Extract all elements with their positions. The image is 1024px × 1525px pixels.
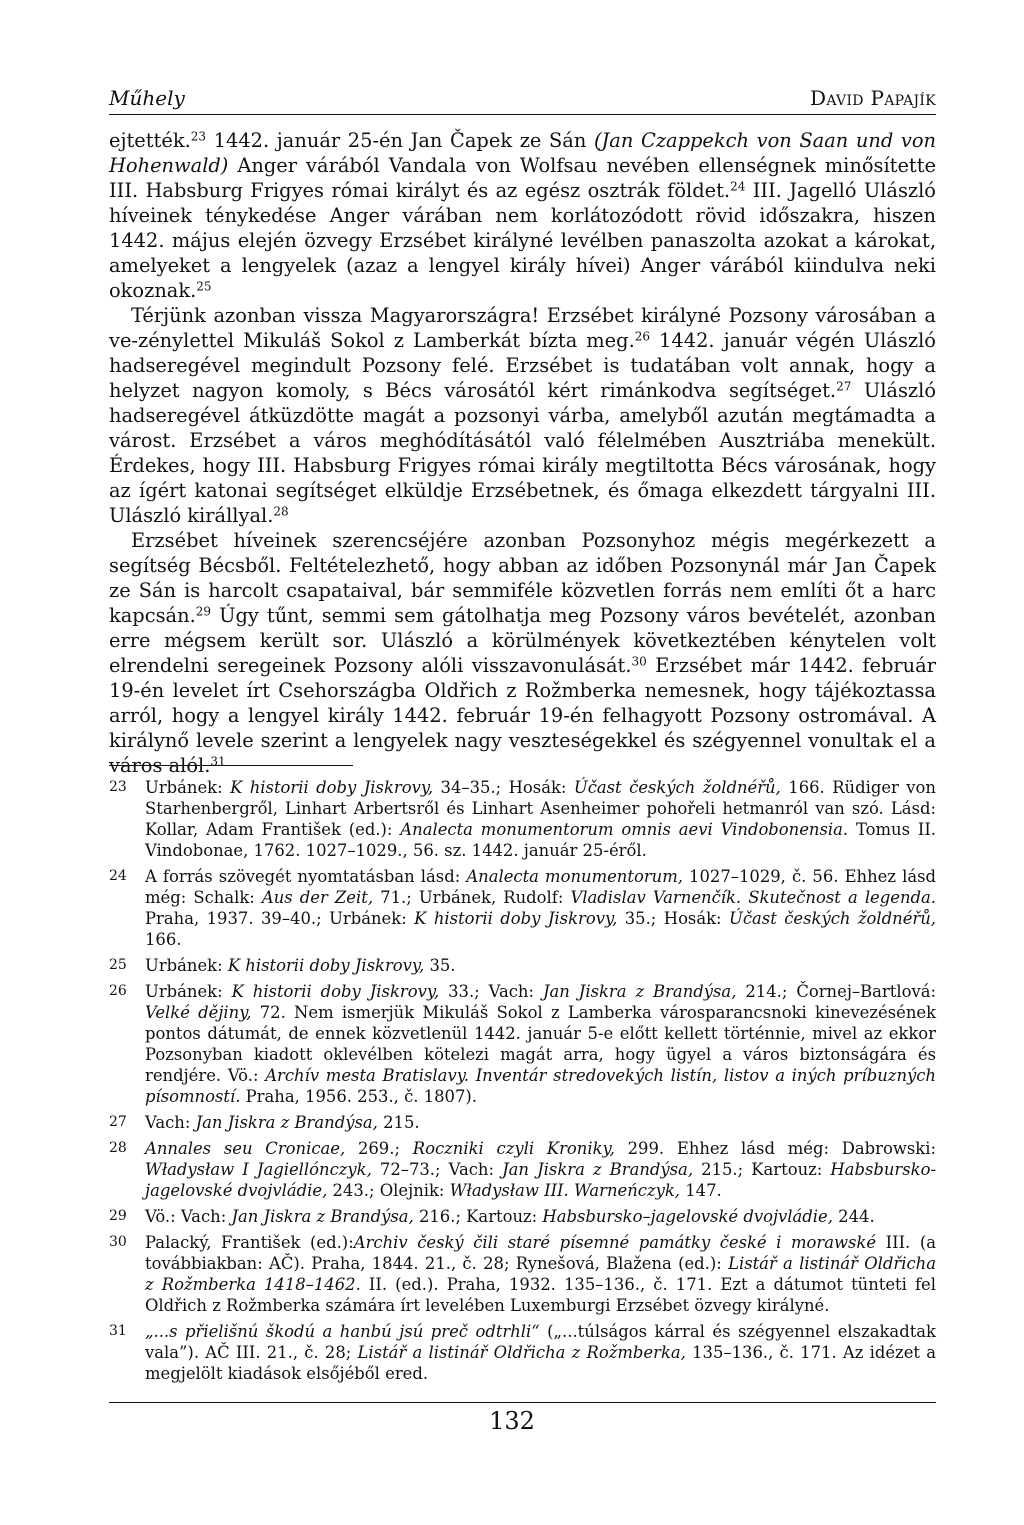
body-text [109, 128, 936, 778]
page-bottom-rule [109, 1402, 936, 1403]
footnotes [109, 777, 936, 1389]
italic-run: „...s přielišnú škodú a hanbú jsú preč odtrhli“ [145, 1322, 540, 1341]
footnote [109, 1321, 936, 1384]
italic-run: Habsbursko–jagelovské dvojvládie, [542, 1207, 833, 1226]
italic-run: K historii doby Jiskrovy, [230, 778, 434, 797]
italic-run: Annales seu Cronicae, [145, 1139, 346, 1158]
footnote-ref: 26 [634, 329, 651, 344]
footnote-ref: 23 [190, 129, 207, 144]
italic-run: Analecta monumentorum omnis aevi Vindobonensia. [400, 820, 849, 839]
footnote-number: 23 [109, 779, 127, 795]
italic-run: Jan Jiskra z Brandýsa, [542, 982, 737, 1001]
footnote-ref: 24 [730, 179, 746, 194]
footnote-text: Annales seu Cronicae, 269.; Roczniki czyli Kroniky, 299. Ehhez lásd még: Dabrowski: Władysław I Jagiellónczyk, 72–73.; Vach: Jan Jiskra z Brandýsa, 215.; Kartouz: Habsbursko-jagelovské dvojvládie, 243.; Olejnik: Władysław III. Warneńczyk, 147. [145, 1139, 936, 1200]
footnote-number: 27 [109, 1114, 127, 1130]
footnote-number: 30 [109, 1234, 127, 1250]
italic-run: K historii doby Jiskrovy, [414, 909, 618, 928]
italic-run: Vladislav Varnenčík. Skutečnost a legenda. [570, 888, 936, 907]
italic-run: (Jan Czappekch von Saan und von Hohenwald) [109, 129, 936, 177]
footnote [109, 955, 936, 976]
footnote-number: 31 [109, 1323, 127, 1339]
italic-run: Aus der Zeit, [261, 888, 374, 907]
footnote [109, 866, 936, 950]
italic-run: Jan Jiskra z Brandýsa, [502, 1160, 694, 1179]
italic-run: Jan Jiskra z Brandýsa, [195, 1113, 378, 1132]
italic-run: K historii doby Jiskrovy, [227, 956, 425, 975]
footnote-ref: 31 [210, 754, 226, 769]
footnote-text: Urbánek: K historii doby Jiskrovy, 35. [145, 956, 456, 975]
italic-run: Účast českých žoldnéřů, [729, 909, 937, 928]
paragraph: Térjünk azonban vissza Magyarországra! Erzsébet királyné Pozsony városában a ve-zénylettel Mikuláš Sokol z Lamberkát bízta meg.$^{26}$ 1442. január végén Ulászló hadseregével megindult Pozsony felé. Erzsébet is tudatában volt annak, hogy a helyzet nagyon komoly, s Bécs városától kért rimánkodva segítséget.$^{27}$ Ulászló hadseregével átküzdötte magát a pozsonyi várba, amelyből azután megtámadta a várost. Erzsébet a város meghódításától való félelmében Ausztriába menekült. Érdekes, hogy III. Habsburg Frigyes római király megtiltotta Bécs városának, hogy az ígért katonai segítséget elküldje Erzsébetnek, és őmaga elkezdett tárgyalni III. Ulászló királlyal.$^{28}$ [109, 304, 937, 527]
footnote-number: 26 [109, 983, 127, 999]
footnote-number: 25 [109, 957, 127, 973]
footnote-ref: 27 [836, 379, 852, 394]
page-number: 132 [489, 1407, 535, 1435]
italic-run: Účast českých žoldnéřů, [573, 778, 781, 797]
running-header [109, 86, 936, 115]
footnote-ref: 30 [631, 654, 647, 669]
italic-run: Władysław III. Warneńczyk, [449, 1181, 680, 1200]
header-section-title: Műhely [109, 86, 185, 110]
footnote [109, 981, 936, 1107]
header-author: David Papajík [810, 86, 936, 110]
italic-run: Archív mesta Bratislavy. Inventár stredovekých listín, listov a iných príbuzných písomností. [145, 1066, 936, 1106]
footnote-text: A forrás szövegét nyomtatásban lásd: Analecta monumentorum, 1027–1029, č. 56. Ehhez lásd még: Schalk: Aus der Zeit, 71.; Urbánek, Rudolf: Vladislav Varnenčík. Skutečnost a legenda. Praha, 1937. 39–40.; Urbánek: K historii doby Jiskrovy, 35.; Hosák: Účast českých žoldnéřů, 166. [145, 867, 937, 949]
italic-run: Jan Jiskra z Brandýsa, [231, 1207, 414, 1226]
footnote-ref: 29 [195, 604, 212, 619]
footnote-number: 29 [109, 1208, 127, 1224]
footnote-text: „...s přielišnú škodú a hanbú jsú preč odtrhli“ („...túlságos kárral és szégyennel elszakadtak vala”). AČ III. 21., č. 28; Listář a listinář Oldřicha z Rožmberka, 135–136., č. 171. Az idézet a megjelölt kiadások elsőjéből ered. [145, 1322, 936, 1383]
paragraph: Erzsébet híveinek szerencséjére azonban Pozsonyhoz mégis megérkezett a segítség Bécsből. Feltételezhető, hogy abban az időben Pozsonynál már Jan Čapek ze Sán is harcolt csapataival, bár semmiféle közvetlen forrás nem említi őt a harc kapcsán.$^{29}$ Úgy tűnt, semmi sem gátolhatja meg Pozsony város bevételét, azonban erre mégsem került sor. Ulászló a körülmények következtében kénytelen volt elrendelni seregeinek Pozsony alóli visszavonulását.$^{30}$ Erzsébet már 1442. február 19-én levelet írt Csehországba Oldřich z Rožmberka nemesnek, hogy tájékoztassa arról, hogy a lengyel király 1442. február 19-én felhagyott Pozsony ostromával. A királynő levele szerint a lengyelek nagy veszteségekkel és szégyennel vonultak el a város alól.$^{31}$ [109, 529, 936, 777]
footnote [109, 777, 936, 861]
italic-run: Analecta monumentorum, [466, 867, 683, 886]
footnote-text: Urbánek: K historii doby Jiskrovy, 34–35.; Hosák: Účast českých žoldnéřů, 166. Rüdiger von Starhenbergről, Linhart Arbertsről és Linhart Asenheimer pohořeli hetmanról van szó. Lásd: Kollar, Adam František (ed.): Analecta monumentorum omnis aevi Vindobonensia. Tomus II. Vindobonae, 1762. 1027–1029., 56. sz. 1442. január 25-éről. [145, 778, 936, 860]
italic-run: Władysław I Jagiellónczyk, [145, 1160, 372, 1179]
footnote [109, 1232, 936, 1316]
footnote-number: 28 [109, 1140, 127, 1156]
footnote-text: Vö.: Vach: Jan Jiskra z Brandýsa, 216.; Kartouz: Habsbursko–jagelovské dvojvládie, 244. [145, 1207, 875, 1226]
italic-run: Listář a listinář Oldřicha z Rožmberka, [357, 1343, 686, 1362]
footnote [109, 1206, 936, 1227]
footnote-separator [109, 765, 353, 766]
footnote-ref: 28 [273, 504, 289, 519]
footnote-number: 24 [109, 868, 127, 884]
italic-run: Habsbursko-jagelovské dvojvládie, [145, 1160, 936, 1200]
italic-run: Archiv český čili staré písemné památky české i morawské [353, 1233, 877, 1252]
footnote-text: Palacký, František (ed.):Archiv český čili staré písemné památky české i morawské III. (a továbbiakban: AČ). Praha, 1844. 21., č. 28; Rynešová, Blažena (ed.): Listář a listinář Oldřicha z Rožmberka 1418–1462. II. (ed.). Praha, 1932. 135–136., č. 171. Ezt a dátumot tünteti fel Oldřich z Rožmberka számára írt levelében Luxemburgi Erzsébet özvegy királyné. [145, 1233, 937, 1315]
footnote-text: Urbánek: K historii doby Jiskrovy, 33.; Vach: Jan Jiskra z Brandýsa, 214.; Čornej–Bartlová: Velké dějiny, 72. Nem ismerjük Mikuláš Sokol z Lamberka városparancsnoki kinevezésének pontos dátumát, de ennek közvetlenül 1442. január 5-e előtt kellett történnie, mivel az ekkor Pozsonyban kiadott oklevélben kötelezi magát arra, hogy ügyel a város biztonságára és rendjére. Vö.: Archív mesta Bratislavy. Inventár stredovekých listín, listov a iných príbuzných písomností. Praha, 1956. 253., č. 1807). [145, 982, 937, 1106]
footnote-text: Vach: Jan Jiskra z Brandýsa, 215. [145, 1113, 420, 1132]
footnote-ref: 25 [196, 279, 212, 294]
italic-run: Velké dějiny, [145, 1003, 252, 1022]
italic-run: Listář a listinář Oldřicha z Rožmberka 1418–1462. [145, 1254, 937, 1294]
italic-run: Roczniki czyli Kroniky, [412, 1139, 615, 1158]
footnote [109, 1138, 936, 1201]
footnote [109, 1112, 936, 1133]
paragraph: ejtették.$^{23}$ 1442. január 25-én Jan Čapek ze Sán (Jan Czappekch von Saan und von Hohenwald) Anger várából Vandala von Wolfsau nevében ellenségnek minősítette III. Habsburg Frigyes római királyt és az egész osztrák földet.$^{24}$ III. Jagelló Ulászló híveinek ténykedése Anger várában nem korlátozódott rövid időszakra, hiszen 1442. május elején özvegy Erzsébet királyné levélben panaszolta azokat a károkat, amelyeket a lengyelek (azaz a lengyel király hívei) Anger várából kiindulva neki okoznak.$^{25}$ [109, 129, 936, 302]
italic-run: K historii doby Jiskrovy, [231, 982, 440, 1001]
